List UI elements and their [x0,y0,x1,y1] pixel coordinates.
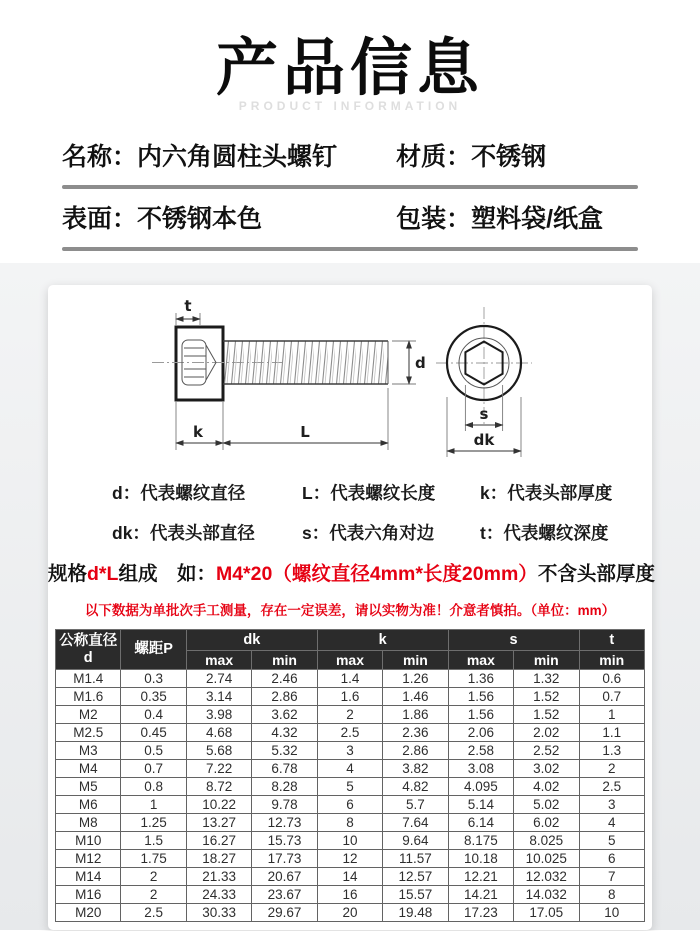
table-cell: 14.032 [514,886,579,904]
table-cell: 14.21 [448,886,513,904]
col-sub-s-max: max [448,651,513,670]
table-cell: 1.25 [121,814,186,832]
product-surface: 表面：不锈钢本色 [62,205,263,234]
dim-label-s: s [479,405,489,424]
table-cell: 16.27 [186,832,251,850]
col-header-diameter [56,630,121,670]
table-cell: M4 [56,760,121,778]
threaded-shaft [223,341,388,384]
table-cell: 0.45 [121,724,186,742]
col-sub-k-min: min [383,651,448,670]
table-cell: 30.33 [186,904,251,922]
spec-table-body [56,670,645,922]
table-cell: 0.3 [121,670,186,688]
dimension-legend [48,472,652,552]
table-cell: 9.64 [383,832,448,850]
table-cell: 12.21 [448,868,513,886]
table-cell: 5.14 [448,796,513,814]
table-cell: M12 [56,850,121,868]
table-cell: M2.5 [56,724,121,742]
col-header-diameter-line1: 公称直径 [59,632,118,649]
table-cell: 5.7 [383,796,448,814]
table-cell: 3.62 [252,706,317,724]
col-group-k: k [317,630,448,651]
table-cell: 0.6 [579,670,645,688]
table-cell: 9.78 [252,796,317,814]
table-cell: 12.57 [383,868,448,886]
table-cell: 1.52 [514,706,579,724]
table-cell: 23.67 [252,886,317,904]
table-cell: 1.4 [317,670,382,688]
dim-label-L: L [300,423,310,442]
spec-card [48,285,655,930]
table-cell: 1.56 [448,688,513,706]
info-row-surface-package [62,189,638,247]
table-cell: 0.8 [121,778,186,796]
table-cell: 5.68 [186,742,251,760]
table-cell: 3.82 [383,760,448,778]
table-cell: 4.02 [514,778,579,796]
table-cell: 20 [317,904,382,922]
spec-text: 组成 如： [118,563,216,586]
table-cell: 3 [317,742,382,760]
table-row [56,886,645,904]
table-cell: 12.032 [514,868,579,886]
table-cell: 15.57 [383,886,448,904]
table-cell: 2.74 [186,670,251,688]
end-view [436,307,532,457]
table-row [56,760,645,778]
table-cell: 2.52 [514,742,579,760]
table-cell: 13.27 [186,814,251,832]
table-cell: 1.26 [383,670,448,688]
side-view [152,297,426,450]
table-cell: 0.7 [121,760,186,778]
dim-label-k: k [193,423,203,442]
measurement-notice: 以下数据为单批次手工测量，存在一定误差，请以实物为准！介意者慎拍。（单位：mm） [84,603,616,619]
col-sub-dk-max: max [186,651,251,670]
table-cell: 0.4 [121,706,186,724]
product-package: 包装：塑料袋/纸盒 [396,205,604,234]
table-head [56,630,645,670]
table-row [56,670,645,688]
table-cell: M20 [56,904,121,922]
table-cell: 1.6 [317,688,382,706]
table-cell: 17.05 [514,904,579,922]
table-cell: 5 [317,778,382,796]
table-row [56,706,645,724]
table-cell: 10 [317,832,382,850]
table-cell: M3 [56,742,121,760]
table-cell: 2 [579,760,645,778]
table-cell: 19.48 [383,904,448,922]
table-cell: 29.67 [252,904,317,922]
product-name: 名称：内六角圆柱头螺钉 [62,143,338,172]
dimension-table [55,629,645,922]
table-row [56,742,645,760]
table-cell: 1.5 [121,832,186,850]
table-cell: 2.86 [383,742,448,760]
table-cell: 2.5 [579,778,645,796]
table-cell: 14 [317,868,382,886]
table-cell: 15.73 [252,832,317,850]
divider [62,247,638,251]
table-cell: 1.1 [579,724,645,742]
table-cell: 7.64 [383,814,448,832]
table-cell: 17.23 [448,904,513,922]
col-group-dk: dk [186,630,317,651]
table-cell: 2 [121,886,186,904]
table-row [56,868,645,886]
table-row [56,778,645,796]
col-group-t: t [579,630,645,651]
table-cell: 8.025 [514,832,579,850]
table-cell: M1.4 [56,670,121,688]
table-cell: 2.86 [252,688,317,706]
table-cell: 1.75 [121,850,186,868]
table-cell: 8.72 [186,778,251,796]
table-cell: 4 [317,760,382,778]
info-row-name-material [62,127,638,185]
legend-row-1 [48,472,652,512]
table-cell: 3 [579,796,645,814]
table-row [56,904,645,922]
legend-item-d: d：代表螺纹直径 [112,482,246,503]
product-material: 材质：不锈钢 [396,143,547,172]
lower-band [0,263,700,930]
table-cell: 2.5 [317,724,382,742]
table-cell: 6.14 [448,814,513,832]
table-cell: 4.68 [186,724,251,742]
table-cell: 5.02 [514,796,579,814]
table-cell: 1.52 [514,688,579,706]
table-cell: 1.32 [514,670,579,688]
table-cell: 2.06 [448,724,513,742]
table-cell: 4.82 [383,778,448,796]
dim-label-d: d [415,354,426,373]
legend-item-dk: dk：代表头部直径 [112,522,255,543]
table-cell: 1.56 [448,706,513,724]
legend-row-2 [48,512,652,552]
table-cell: 6.78 [252,760,317,778]
screw-technical-drawing [48,285,652,470]
table-cell: 1.36 [448,670,513,688]
table-cell: 8.175 [448,832,513,850]
spec-red-text: d*L [87,563,119,586]
table-cell: 2.5 [121,904,186,922]
table-cell: 5 [579,832,645,850]
table-row [56,796,645,814]
spec-red-text: M4*20（螺纹直径4mm*长度20mm） [215,563,538,586]
table-cell: 4.32 [252,724,317,742]
table-cell: 4 [579,814,645,832]
table-cell: 3.02 [514,760,579,778]
col-header-diameter-line2: d [83,649,93,666]
col-sub-dk-min: min [252,651,317,670]
table-cell: 0.7 [579,688,645,706]
table-cell: 8.28 [252,778,317,796]
spec-text: 不含头部厚度 [537,563,655,586]
page-title: 产品信息 [215,34,484,103]
table-cell: 1.46 [383,688,448,706]
legend-item-s: s：代表六角对边 [302,522,435,543]
table-cell: 16 [317,886,382,904]
table-cell: 21.33 [186,868,251,886]
table-cell: 3.98 [186,706,251,724]
table-cell: M10 [56,832,121,850]
col-sub-k-max: max [317,651,382,670]
product-info [62,127,638,251]
table-cell: 10.025 [514,850,579,868]
table-cell: 3.08 [448,760,513,778]
table-cell: 8 [317,814,382,832]
table-cell: 6.02 [514,814,579,832]
table-row [56,688,645,706]
table-cell: M1.6 [56,688,121,706]
dim-label-dk: dk [473,431,495,450]
table-cell: 1 [121,796,186,814]
table-cell: 1.86 [383,706,448,724]
table-cell: 18.27 [186,850,251,868]
table-cell: 7 [579,868,645,886]
table-cell: 1.3 [579,742,645,760]
table-cell: 17.73 [252,850,317,868]
table-cell: M5 [56,778,121,796]
table-row [56,832,645,850]
legend-item-L: L：代表螺纹长度 [302,482,436,503]
table-cell: 11.57 [383,850,448,868]
table-cell: 0.35 [121,688,186,706]
table-cell: 10 [579,904,645,922]
legend-item-k: k：代表头部厚度 [480,482,613,503]
table-cell: 24.33 [186,886,251,904]
table-cell: 2.58 [448,742,513,760]
table-row [56,724,645,742]
legend-item-t: t：代表螺纹深度 [480,522,609,543]
col-sub-t-min: min [579,651,645,670]
table-cell: 2 [121,868,186,886]
table-cell: 12 [317,850,382,868]
table-cell: 8 [579,886,645,904]
title-watermark: PRODUCT INFORMATION [238,99,462,113]
table-cell: M14 [56,868,121,886]
table-cell: 1 [579,706,645,724]
table-cell: 4.095 [448,778,513,796]
table-cell: 2.02 [514,724,579,742]
table-cell: 6 [317,796,382,814]
spec-format-line [48,558,655,586]
dim-label-t: t [184,297,192,316]
table-cell: 2.46 [252,670,317,688]
table-cell: 0.5 [121,742,186,760]
title-block [0,0,700,113]
table-cell: 20.67 [252,868,317,886]
table-cell: 7.22 [186,760,251,778]
table-cell: 2 [317,706,382,724]
table-cell: 3.14 [186,688,251,706]
table-cell: M16 [56,886,121,904]
table-cell: M2 [56,706,121,724]
table-cell: 2.36 [383,724,448,742]
spec-text: 规格 [48,563,88,586]
table-row [56,850,645,868]
table-cell: 10.18 [448,850,513,868]
table-cell: 5.32 [252,742,317,760]
col-sub-s-min: min [514,651,579,670]
table-cell: 6 [579,850,645,868]
col-group-s: s [448,630,579,651]
table-cell: 10.22 [186,796,251,814]
table-cell: M8 [56,814,121,832]
col-header-pitch: 螺距P [121,630,186,670]
table-cell: M6 [56,796,121,814]
table-cell: 12.73 [252,814,317,832]
table-row [56,814,645,832]
